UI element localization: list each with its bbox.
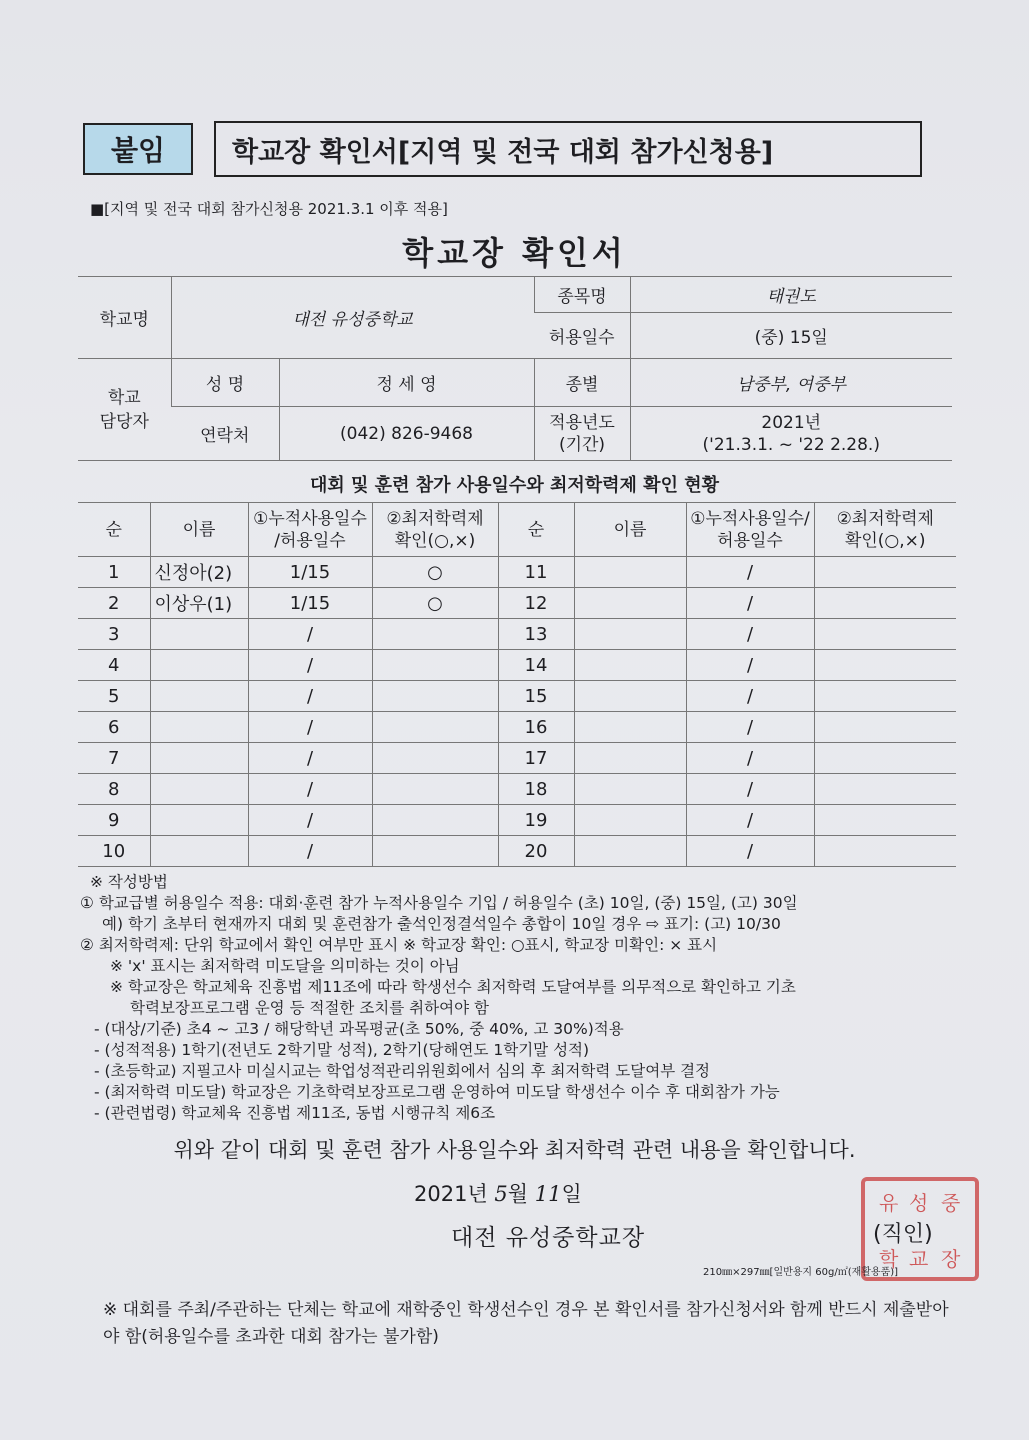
row-min-check-right: [814, 743, 956, 774]
instruction-line: ※ 학교장은 학교체육 진흥법 제11조에 따라 학생선수 최저학력 도달여부를 의무적으로 확인하고 기초: [110, 978, 796, 996]
instruction-line: - (성적적용) 1학기(전년도 2학기말 성적), 2학기(당해연도 1학기말 성적): [94, 1041, 590, 1059]
row-days-right: /: [686, 836, 814, 867]
row-no-right: 18: [498, 774, 574, 805]
period-value: ('21.3.1. ~ '22 2.28.): [702, 434, 880, 455]
table-row: [78, 650, 956, 681]
row-min-check: [372, 712, 498, 743]
instruction-line: - (대상/기준) 초4 ~ 고3 / 해당학년 과목평균(초 50%, 중 40%, 고 30%)적용: [94, 1020, 624, 1038]
document-title: 학교장 확인서: [402, 234, 627, 272]
row-days: 1/15: [248, 588, 372, 619]
row-days-right: /: [686, 588, 814, 619]
row-name: [150, 681, 248, 712]
section-title: 대회 및 훈련 참가 사용일수와 최저학력제 확인 현황: [309, 475, 719, 496]
instruction-line: ※ 'x' 표시는 최저학력 미도달을 의미하는 것이 아님: [110, 957, 460, 975]
table-row: [78, 774, 956, 805]
contact-label: 연락처: [171, 407, 279, 461]
header-title: 학교장 확인서[지역 및 전국 대회 참가신청용]: [214, 121, 922, 177]
row-name: [150, 712, 248, 743]
row-no: 10: [78, 836, 150, 867]
instruction-line: - (초등학교) 지필고사 미실시교는 학업성적관리위원회에서 심의 후 최저학력 도달여부 결정: [94, 1062, 711, 1080]
row-no-right: 11: [498, 557, 574, 588]
row-no: 6: [78, 712, 150, 743]
row-min-check: ○: [372, 557, 498, 588]
row-no-right: 14: [498, 650, 574, 681]
row-no-right: 19: [498, 805, 574, 836]
date-year: 2021년: [414, 1182, 488, 1206]
header-name-right: 이름: [574, 503, 686, 557]
row-no-right: 15: [498, 681, 574, 712]
signing-date: [414, 1178, 582, 1208]
table-row: [78, 619, 956, 650]
row-days-right: /: [686, 774, 814, 805]
row-min-check-right: [814, 650, 956, 681]
row-name-right: [574, 619, 686, 650]
staff-name-value: 정 세 영: [279, 359, 534, 407]
row-name: 이상우(1): [150, 588, 248, 619]
name-label: 성 명: [171, 359, 279, 407]
header-min-academic: ②최저학력제 확인(○,×): [372, 503, 498, 557]
row-min-check: [372, 650, 498, 681]
header-no: 순: [78, 503, 150, 557]
row-min-check-right: [814, 712, 956, 743]
row-min-check-right: [814, 588, 956, 619]
table-row: [78, 588, 956, 619]
year-label: 적용년도 (기간): [534, 407, 630, 461]
instruction-line: ① 학교급별 허용일수 적용: 대회·훈련 참가 누적사용일수 기입 / 허용일수 (초) 10일, (중) 15일, (고) 30일: [80, 894, 798, 912]
row-days-right: /: [686, 681, 814, 712]
row-days: /: [248, 619, 372, 650]
paper-spec: 210㎜×297㎜[일반용지 60g/㎡(재활용품)]: [703, 1267, 899, 1278]
allowed-days-value: (중) 15일: [630, 313, 952, 359]
row-name-right: [574, 681, 686, 712]
row-no-right: 13: [498, 619, 574, 650]
header-no-right: 순: [498, 503, 574, 557]
header-name: 이름: [150, 503, 248, 557]
row-name: [150, 836, 248, 867]
instruction-line: ※ 작성방법: [90, 873, 168, 891]
row-min-check: [372, 774, 498, 805]
table-row: [78, 681, 956, 712]
table-row: [78, 805, 956, 836]
row-no: 5: [78, 681, 150, 712]
sport-value: 태권도: [630, 277, 952, 313]
row-no: 3: [78, 619, 150, 650]
row-min-check: [372, 681, 498, 712]
row-min-check-right: [814, 836, 956, 867]
date-month: 5: [494, 1182, 508, 1206]
row-no: 7: [78, 743, 150, 774]
school-info-table: [78, 276, 952, 461]
row-days: /: [248, 743, 372, 774]
header-days-right: ①누적사용일수/ 허용일수: [686, 503, 814, 557]
sport-label: 종목명: [534, 277, 630, 313]
writing-instructions: [80, 872, 960, 1124]
row-name-right: [574, 836, 686, 867]
row-days-right: /: [686, 805, 814, 836]
row-days: /: [248, 712, 372, 743]
row-days: 1/15: [248, 557, 372, 588]
row-no-right: 17: [498, 743, 574, 774]
instruction-line: - (관련법령) 학교체육 진흥법 제11조, 동법 시행규칙 제6조: [94, 1104, 496, 1122]
applicability-notice: ■[지역 및 전국 대회 참가신청용 2021.3.1 이후 적용]: [90, 200, 448, 218]
row-days-right: /: [686, 712, 814, 743]
row-no-right: 20: [498, 836, 574, 867]
date-day-unit: 일: [561, 1182, 582, 1206]
date-day: 11: [534, 1182, 562, 1206]
row-min-check: [372, 805, 498, 836]
year-value: 2021년: [761, 412, 822, 433]
row-min-check-right: [814, 557, 956, 588]
row-name-right: [574, 712, 686, 743]
row-name-right: [574, 774, 686, 805]
row-name-right: [574, 588, 686, 619]
usage-table: [78, 502, 956, 867]
row-min-check-right: [814, 774, 956, 805]
row-days-right: /: [686, 619, 814, 650]
row-min-check-right: [814, 681, 956, 712]
instruction-line: 예) 학기 초부터 현재까지 대회 및 훈련참가 출석인정결석일수 총합이 10일 경우 ⇨ 표기: (고) 10/30: [102, 915, 781, 933]
row-no: 8: [78, 774, 150, 805]
row-days: /: [248, 836, 372, 867]
row-name-right: [574, 805, 686, 836]
row-no: 9: [78, 805, 150, 836]
row-name: [150, 805, 248, 836]
instruction-line: 학력보장프로그램 운영 등 적절한 조치를 취하여야 함: [130, 999, 489, 1017]
row-days-right: /: [686, 743, 814, 774]
row-name: 신정아(2): [150, 557, 248, 588]
category-value: 남중부, 여중부: [630, 359, 952, 407]
row-days: /: [248, 774, 372, 805]
row-name-right: [574, 650, 686, 681]
table-row: [78, 557, 956, 588]
table-row: [78, 743, 956, 774]
row-name-right: [574, 557, 686, 588]
instruction-line: ② 최저학력제: 단위 학교에서 확인 여부만 표시 ※ 학교장 확인: ○표시, 학교장 미확인: × 표시: [80, 936, 718, 954]
row-min-check-right: [814, 619, 956, 650]
allowed-days-label: 허용일수: [534, 313, 630, 359]
row-name: [150, 774, 248, 805]
row-name: [150, 743, 248, 774]
attachment-tag: 붙임: [83, 123, 193, 175]
row-name-right: [574, 743, 686, 774]
school-name-value: 대전 유성중학교: [171, 277, 534, 359]
row-min-check: [372, 743, 498, 774]
row-no: 2: [78, 588, 150, 619]
year-cell: [630, 407, 952, 461]
row-min-check: [372, 619, 498, 650]
table-row: [78, 836, 956, 867]
row-min-check-right: [814, 805, 956, 836]
row-min-check: [372, 836, 498, 867]
row-name: [150, 619, 248, 650]
row-name: [150, 650, 248, 681]
row-days: /: [248, 650, 372, 681]
row-no-right: 16: [498, 712, 574, 743]
principal-title: 대전 유성중학교장: [451, 1225, 646, 1251]
row-min-check: ○: [372, 588, 498, 619]
row-no: 1: [78, 557, 150, 588]
seal-label: (직인): [873, 1222, 933, 1247]
date-month-unit: 월: [507, 1182, 529, 1206]
confirmation-statement: 위와 같이 대회 및 훈련 참가 사용일수와 최저학력 관련 내용을 확인합니다.: [173, 1138, 856, 1162]
row-no: 4: [78, 650, 150, 681]
row-no-right: 12: [498, 588, 574, 619]
row-days: /: [248, 805, 372, 836]
table-row: [78, 712, 956, 743]
contact-value: (042) 826-9468: [279, 407, 534, 461]
staff-label: 학교 담당자: [78, 359, 171, 461]
school-name-label: 학교명: [78, 277, 171, 359]
row-days: /: [248, 681, 372, 712]
category-label: 종별: [534, 359, 630, 407]
header-days: ①누적사용일수 /허용일수: [248, 503, 372, 557]
header-min-academic-right: ②최저학력제 확인(○,×): [814, 503, 956, 557]
official-seal-stamp: 유 성 중 학 교 장: [861, 1177, 979, 1281]
instruction-line: - (최저학력 미도달) 학교장은 기초학력보장프로그램 운영하여 미도달 학생선수 이수 후 대회참가 가능: [94, 1083, 780, 1101]
row-days-right: /: [686, 557, 814, 588]
row-days-right: /: [686, 650, 814, 681]
footer-note: ※ 대회를 주최/주관하는 단체는 학교에 재학중인 학생선수인 경우 본 확인서를 참가신청서와 함께 반드시 제출받아야 함(허용일수를 초과한 대회 참가는 불가함): [103, 1300, 949, 1347]
